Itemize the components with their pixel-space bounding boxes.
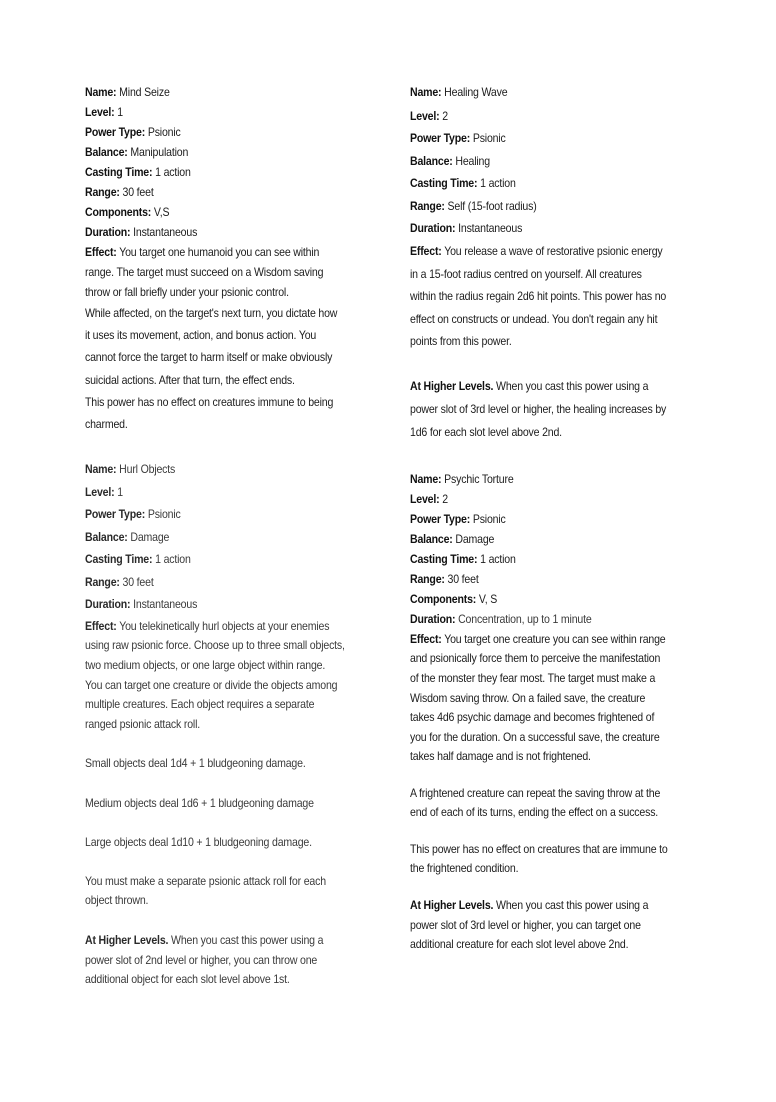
effect-line: and psionically force them to perceive the manifestation bbox=[410, 651, 661, 665]
effect-line: points from this power. bbox=[410, 334, 512, 348]
level-row: Level: 2 bbox=[410, 492, 448, 506]
power-psychic-torture bbox=[410, 469, 692, 954]
level-row: Level: 1 bbox=[85, 105, 123, 119]
effect-line: using raw psionic force. Choose up to three small objects, bbox=[85, 638, 345, 652]
effect-line: Wisdom saving throw. On a failed save, the creature bbox=[410, 691, 646, 705]
effect-line: takes 4d6 psychic damage and becomes frightened of bbox=[410, 710, 655, 724]
effect-line: in a 15-foot radius centred on yourself. All creatures bbox=[410, 267, 642, 281]
range-row: Range: Self (15-foot radius) bbox=[410, 199, 537, 213]
effect-line: Effect: You telekinetically hurl objects at your enemies bbox=[85, 619, 330, 633]
effect-line: Effect: You target one creature you can see within range bbox=[410, 632, 666, 646]
power-healing-wave bbox=[410, 82, 692, 443]
power-type-row: Power Type: Psionic bbox=[410, 512, 506, 526]
balance-row: Balance: Damage bbox=[85, 530, 170, 544]
casting-time-row: Casting Time: 1 action bbox=[85, 165, 191, 179]
range-row: Range: 30 feet bbox=[410, 572, 479, 586]
separate-roll-text: You must make a separate psionic attack roll for each bbox=[85, 874, 326, 888]
higher-levels-line: power slot of 3rd level or higher, the healing increases by bbox=[410, 402, 667, 416]
name-row: Name: Healing Wave bbox=[410, 85, 508, 99]
name-row: Name: Psychic Torture bbox=[410, 472, 514, 486]
higher-levels-line: power slot of 3rd level or higher, you can target one bbox=[410, 918, 641, 932]
power-name: Psychic Torture bbox=[444, 472, 514, 486]
balance-row: Balance: Damage bbox=[410, 532, 495, 546]
effect-line: it uses its movement, action, and bonus action. You bbox=[85, 328, 317, 342]
balance-row: Balance: Healing bbox=[410, 154, 490, 168]
power-name: Healing Wave bbox=[444, 85, 508, 99]
effect-line: This power has no effect on creatures immune to being bbox=[85, 395, 334, 409]
duration-row: Duration: Instantaneous bbox=[410, 221, 523, 235]
effect-line: ranged psionic attack roll. bbox=[85, 717, 201, 731]
casting-time-row: Casting Time: 1 action bbox=[410, 552, 516, 566]
effect-line: Effect: You target one humanoid you can see within bbox=[85, 245, 320, 259]
power-mind-seize bbox=[85, 82, 367, 435]
power-hurl-objects bbox=[85, 458, 367, 989]
higher-levels-line: additional creature for each slot level above 2nd. bbox=[410, 937, 629, 951]
immune-text: This power has no effect on creatures that are immune to bbox=[410, 842, 668, 856]
effect-line: you for the duration. On a successful save, the creature bbox=[410, 730, 660, 744]
small-objects-text: Small objects deal 1d4 + 1 bludgeoning damage. bbox=[85, 756, 306, 770]
duration-row: Duration: Instantaneous bbox=[85, 597, 198, 611]
components-row: Components: V,S bbox=[85, 205, 170, 219]
power-type-row: Power Type: Psionic bbox=[85, 125, 181, 139]
effect-line: charmed. bbox=[85, 417, 128, 431]
effect-line: effect on constructs or undead. You don't regain any hit bbox=[410, 312, 658, 326]
immune-text: the frightened condition. bbox=[410, 861, 519, 875]
effect-line: two medium objects, or one large object within range. bbox=[85, 658, 326, 672]
level-row: Level: 1 bbox=[85, 485, 123, 499]
higher-levels-line: power slot of 2nd level or higher, you can throw one bbox=[85, 953, 318, 967]
balance-row: Balance: Manipulation bbox=[85, 145, 189, 159]
effect-line: suicidal actions. After that turn, the effect ends. bbox=[85, 373, 295, 387]
name-row: Name: Mind Seize bbox=[85, 85, 170, 99]
duration-row: Duration: Concentration, up to 1 minute bbox=[410, 612, 592, 626]
range-row: Range: 30 feet bbox=[85, 575, 154, 589]
components-row: Components: V, S bbox=[410, 592, 498, 606]
power-name: Hurl Objects bbox=[119, 462, 176, 476]
duration-row: Duration: Instantaneous bbox=[85, 225, 198, 239]
effect-line: range. The target must succeed on a Wisdom saving bbox=[85, 265, 324, 279]
higher-levels-line: At Higher Levels. When you cast this power using a bbox=[410, 379, 649, 393]
effect-line: of the monster they fear most. The target must make a bbox=[410, 671, 656, 685]
power-name: Mind Seize bbox=[119, 85, 170, 99]
name-row: Name: Hurl Objects bbox=[85, 462, 176, 476]
effect-line: within the radius regain 2d6 hit points. This power has no bbox=[410, 289, 667, 303]
higher-levels-line: At Higher Levels. When you cast this power using a bbox=[410, 898, 649, 912]
higher-levels-line: 1d6 for each slot level above 2nd. bbox=[410, 425, 562, 439]
separate-roll-text: object thrown. bbox=[85, 893, 149, 907]
effect-line: takes half damage and is not frightened. bbox=[410, 749, 591, 763]
effect-line: multiple creatures. Each object requires a separate bbox=[85, 697, 315, 711]
repeat-save-text: A frightened creature can repeat the saving throw at the bbox=[410, 786, 661, 800]
medium-objects-text: Medium objects deal 1d6 + 1 bludgeoning damage bbox=[85, 796, 314, 810]
power-type-row: Power Type: Psionic bbox=[410, 131, 506, 145]
casting-time-row: Casting Time: 1 action bbox=[410, 176, 516, 190]
effect-line: While affected, on the target's next turn, you dictate how bbox=[85, 306, 338, 320]
higher-levels-line: additional object for each slot level above 1st. bbox=[85, 972, 290, 986]
effect-line: Effect: You release a wave of restorative psionic energy bbox=[410, 244, 663, 258]
left-column bbox=[85, 82, 367, 989]
effect-line: throw or fall briefly under your psionic control. bbox=[85, 285, 289, 299]
higher-levels-line: At Higher Levels. When you cast this power using a bbox=[85, 933, 324, 947]
large-objects-text: Large objects deal 1d10 + 1 bludgeoning damage. bbox=[85, 835, 312, 849]
effect-line: You can target one creature or divide the objects among bbox=[85, 678, 338, 692]
power-type-row: Power Type: Psionic bbox=[85, 507, 181, 521]
repeat-save-text: end of each of its turns, ending the effect on a success. bbox=[410, 805, 659, 819]
effect-line: cannot force the target to harm itself or make obviously bbox=[85, 350, 333, 364]
level-row: Level: 2 bbox=[410, 109, 448, 123]
casting-time-row: Casting Time: 1 action bbox=[85, 552, 191, 566]
range-row: Range: 30 feet bbox=[85, 185, 154, 199]
right-column bbox=[410, 82, 692, 954]
